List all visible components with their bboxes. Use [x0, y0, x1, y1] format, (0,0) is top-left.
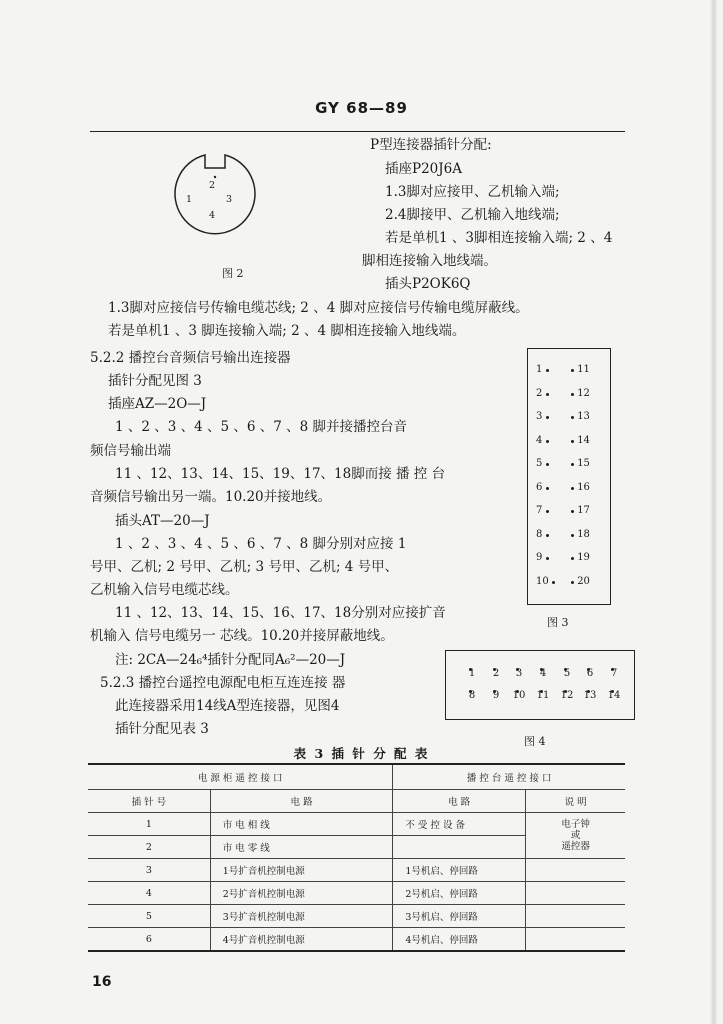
text-line: 插头AT—20—J	[115, 513, 210, 529]
table-cell: 不 受 控 设 备	[393, 813, 526, 836]
text-line: 1.3脚对应接甲、乙机输入端;	[385, 184, 560, 200]
text-line: 乙机输入信号电缆芯线。	[90, 582, 239, 598]
page-header: GY 68—89	[315, 99, 408, 117]
section-heading-5-2-3: 5.2.3 播控台遥控电源配电柜互连连接 器	[100, 675, 346, 691]
figure-3-caption: 图 3	[547, 616, 569, 629]
fig4-pin-label: 8	[468, 690, 476, 701]
text-line: 插针分配见图 3	[108, 373, 202, 389]
fig2-pin-3: 3	[226, 194, 233, 205]
figure-4-caption: 图 4	[524, 735, 546, 748]
fig4-pin-label: 6	[586, 668, 594, 679]
table-row	[88, 928, 625, 952]
fig4-pin-label: 11	[536, 690, 550, 701]
table-note-cell	[526, 813, 625, 859]
text-line: 机输入 信号电缆另一 芯线。10.20并接屏蔽地线。	[90, 628, 394, 644]
text-line: 插头P2OK6Q	[385, 276, 471, 292]
table-cell	[526, 928, 625, 952]
text-line: 脚相连接输入地线端。	[362, 253, 497, 269]
table-3-title: 表 3 插 针 分 配 表	[293, 746, 430, 761]
fig3-pin-right: 12	[571, 388, 590, 399]
text-line: 11 、12、13、14、15、16、17、18分别对应接扩音	[115, 605, 446, 621]
figure-2-caption: 图 2	[222, 267, 244, 280]
table-cell: 6	[88, 928, 210, 952]
fig3-pin-left: 9	[536, 552, 549, 563]
text-line: 若是单机1 、3脚相连接输入端; 2 、4	[385, 230, 613, 246]
table-cell: 2号扩音机控制电源	[210, 882, 393, 905]
table-row	[88, 882, 625, 905]
text-line: 号甲、乙机; 2 号甲、乙机; 3 号甲、乙机; 4 号甲、	[90, 559, 399, 575]
note-text: 电子钟	[561, 819, 590, 830]
fig4-pin-label: 10	[512, 690, 526, 701]
table-row	[88, 905, 625, 928]
text-line: 插座P20J6A	[385, 161, 463, 177]
text-line: 2.4脚接甲、乙机输入地线端;	[385, 207, 560, 223]
fig4-pin-label: 2	[492, 668, 500, 679]
page-edge-shadow	[710, 0, 718, 1024]
fig3-pin-right: 18	[571, 529, 590, 540]
text-line: 此连接器采用14线A型连接器，见图4	[115, 698, 340, 714]
section-heading-5-2-2: 5.2.2 播控台音频信号输出连接器	[90, 350, 291, 366]
table-cell: 市 电 相 线	[210, 813, 393, 836]
fig3-pin-right: 17	[571, 505, 590, 516]
table-col-header: 电 路	[210, 790, 393, 813]
note-line: 注: 2CA—24₆⁴插针分配同A₆²—20—J	[115, 652, 346, 668]
table-cell	[526, 882, 625, 905]
table-cell: 4号机启、停回路	[393, 928, 526, 952]
table-cell: 1号扩音机控制电源	[210, 859, 393, 882]
text-line: P型连接器插针分配:	[370, 137, 492, 153]
header-rule	[90, 131, 625, 132]
fig3-pin-right: 19	[571, 552, 590, 563]
fig3-pin-left: 7	[536, 505, 549, 516]
table-cell: 4	[88, 882, 210, 905]
fig4-pin-label: 1	[468, 668, 476, 679]
fig3-pin-right: 11	[571, 364, 590, 375]
fig2-pin-2: 2	[209, 180, 216, 191]
text-line: 若是单机1 、3 脚连接输入端; 2 、4 脚相连接输入地线端。	[108, 323, 466, 339]
fig3-pin-right: 15	[571, 458, 590, 469]
table-row	[88, 859, 625, 882]
table-cell	[393, 836, 526, 859]
fig2-pin-1: 1	[186, 194, 193, 205]
table-col-header: 电 路	[393, 790, 526, 813]
text-line: 频信号输出端	[90, 443, 171, 459]
text-line: 1.3脚对应接信号传输电缆芯线; 2 、4 脚对应接信号传输电缆屏蔽线。	[108, 300, 529, 316]
table-cell: 3	[88, 859, 210, 882]
fig3-pin-right: 16	[571, 482, 590, 493]
table-col-header: 插 针 号	[88, 790, 210, 813]
fig4-pin-label: 5	[563, 668, 571, 679]
table-cell	[526, 859, 625, 882]
text-line: 插座AZ—2O—J	[108, 396, 207, 412]
fig3-pin-left: 6	[536, 482, 549, 493]
fig3-pin-right: 14	[571, 435, 590, 446]
fig2-pin-4: 4	[209, 210, 216, 221]
fig4-pin-label: 13	[583, 690, 597, 701]
table-cell: 3号机启、停回路	[393, 905, 526, 928]
table-row	[88, 813, 625, 836]
fig3-pin-left: 8	[536, 529, 549, 540]
table-cell: 1	[88, 813, 210, 836]
table-group-header-left: 电 源 柜 遥 控 接 口	[88, 764, 393, 790]
table-cell: 5	[88, 905, 210, 928]
fig3-pin-left: 1	[536, 364, 549, 375]
table-3	[88, 763, 625, 952]
text-line: 音频信号输出另一端。10.20并接地线。	[90, 489, 332, 505]
fig4-pin-label: 7	[610, 668, 618, 679]
fig4-pin-label: 14	[607, 690, 621, 701]
fig3-pin-left: 4	[536, 435, 549, 446]
table-cell: 市 电 零 线	[210, 836, 393, 859]
fig4-pin-label: 12	[560, 690, 574, 701]
table-group-header-right: 播 控 台 遥 控 接 口	[393, 764, 625, 790]
fig3-pin-right: 13	[571, 411, 590, 422]
table-cell	[526, 905, 625, 928]
fig3-pin-left: 2	[536, 388, 549, 399]
text-line: 11 、12、13、14、15、19、17、18脚而接 播 控 台	[115, 466, 446, 482]
figure-2-connector	[170, 150, 260, 240]
text-line: 1 、2 、3 、4 、5 、6 、7 、8 脚并接播控台音	[115, 419, 408, 435]
page-number: 16	[92, 974, 112, 990]
fig3-pin-left: 10	[536, 576, 555, 587]
fig3-pin-right: 20	[571, 576, 590, 587]
text-line: 插针分配见表 3	[115, 721, 209, 737]
text-line: 1 、2 、3 、4 、5 、6 、7 、8 脚分别对应接 1	[115, 536, 407, 552]
table-cell: 3号扩音机控制电源	[210, 905, 393, 928]
table-cell: 2	[88, 836, 210, 859]
fig4-pin-label: 9	[492, 690, 500, 701]
note-text: 遥控器	[561, 841, 590, 852]
note-text: 或	[570, 830, 581, 841]
table-col-header: 说 明	[526, 790, 625, 813]
table-cell: 4号扩音机控制电源	[210, 928, 393, 952]
fig3-pin-left: 3	[536, 411, 549, 422]
fig3-pin-left: 5	[536, 458, 549, 469]
table-cell: 2号机启、停回路	[393, 882, 526, 905]
table-cell: 1号机启、停回路	[393, 859, 526, 882]
fig4-pin-label: 3	[515, 668, 523, 679]
fig4-pin-label: 4	[539, 668, 547, 679]
